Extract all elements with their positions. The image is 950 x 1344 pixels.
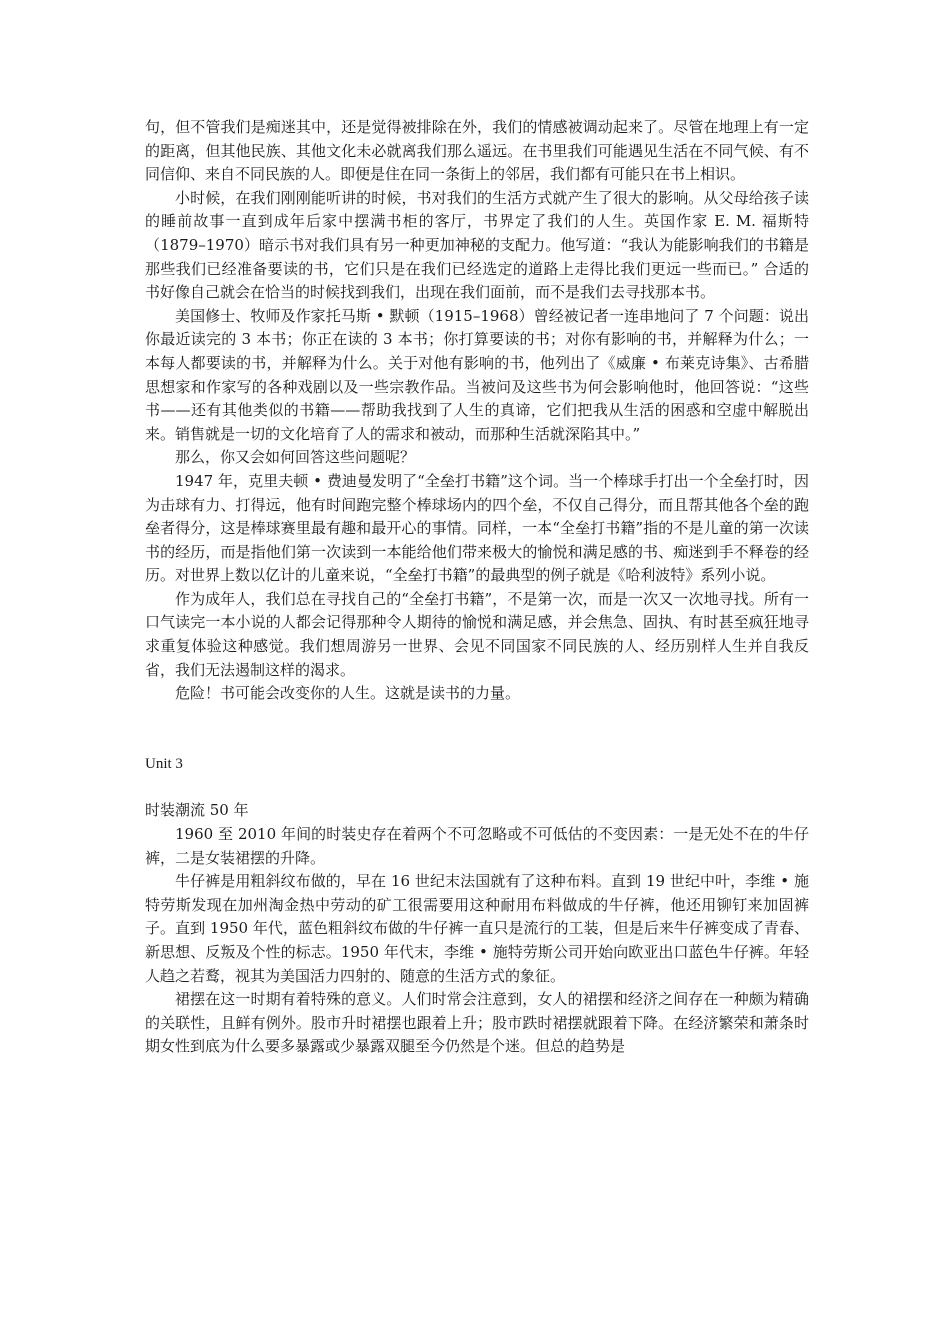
paragraph: 1947 年，克里夫顿 • 费迪曼发明了“全垒打书籍”这个词。当一个棒球手打出一个全垒打时，因为击球有力、打得远，他有时间跑完整个棒球场内的四个垒，不仅自己得分，而且帮其他各个垒的跑垒者得分，这是棒球赛里最有趣和最开心的事情。同样，一本“全垒打书籍”指的不是儿童的第一次读书的经历，而是指他们第一次读到一本能给他们带来极大的愉悦和满足感的书、痴迷到手不释卷的经历。对世界上数以亿计的儿童来说，“全垒打书籍”的最典型的例子就是《哈利波特》系列小说。 <box>145 471 809 585</box>
paragraph: 那么，你又会如何回答这些问题呢？ <box>175 448 416 467</box>
paragraph: 美国修士、牧师及作家托马斯 • 默顿（1915–1968）曾经被记者一连串地问了 7 个问题：说出你最近读完的 3 本书；你正在读的 3 本书；你打算要读的书；对你有影响的书，并解释为什么；一本每人都要读的书，并解释为什么。关于对他有影响的书，他列出了《威廉 • 布莱克诗集》、古希腊思想家和作家写的各种戏剧以及一些宗教作品。当被问及这些书为何会影响他时，他回答说：“这些书——还有其他类似的书籍——帮助我找到了人生的真谛，它们把我从生活的困惑和空虚中解脱出来。销售就是一切的文化培育了人的需求和被动，而那种生活就深陷其中。” <box>145 306 809 443</box>
paragraph: 小时候，在我们刚刚能听讲的时候，书对我们的生活方式就产生了很大的影响。从父母给孩子读的睡前故事一直到成年后家中摆满书柜的客厅，书界定了我们的人生。英国作家 E. M. 福斯特（1879–1970）暗示书对我们具有另一种更加神秘的支配力。他写道：“我认为能影响我们的书籍是那些我们已经准备要读的书，它们只是在我们已经选定的道路上走得比我们更远一些而已。” 合适的书好像自己就会在恰当的时候找到我们，出现在我们面前，而不是我们去寻找那本书。 <box>145 188 809 302</box>
document-body <box>145 116 809 1059</box>
paragraph: 裙摆在这一时期有着特殊的意义。人们时常会注意到，女人的裙摆和经济之间存在一种颇为精确的关联性，且鲜有例外。股市升时裙摆也跟着上升；股市跌时裙摆就跟着下降。在经济繁荣和萧条时期女性到底为什么要多暴露或少暴露双腿至今仍然是个迷。但总的趋势是 <box>145 990 809 1056</box>
paragraph: 1960 至 2010 年间的时装史存在着两个不可忽略或不可低估的不变因素：一是无处不在的牛仔裤，二是女装裙摆的升降。 <box>145 825 809 867</box>
section-title: 时装潮流 50 年 <box>145 801 249 820</box>
paragraph: 作为成年人，我们总在寻找自己的“全垒打书籍”，不是第一次，而是一次又一次地寻找。所有一口气读完一本小说的人都会记得那种令人期待的愉悦和满足感，并会焦急、固执、有时甚至疯狂地寻求重复体验这种感觉。我们想周游另一世界、会见不同国家不同民族的人、经历别样人生并自我反省，我们无法遏制这样的渴求。 <box>145 589 809 679</box>
paragraph: 危险！书可能会改变你的人生。这就是读书的力量。 <box>175 684 521 703</box>
paragraph: 牛仔裤是用粗斜纹布做的，早在 16 世纪末法国就有了这种布料。直到 19 世纪中叶，李维 • 施特劳斯发现在加州淘金热中劳动的矿工很需要用这种耐用布料做成的牛仔裤，他还用铆钉来加固裤子。直到 1950 年代，蓝色粗斜纹布做的牛仔裤一直只是流行的工装，但是后来牛仔裤变成了青春、新思想、反叛及个性的标志。1950 年代末，李维 • 施特劳斯公司开始向欧亚出口蓝色牛仔裤。年轻人趋之若鹜，视其为美国活力四射的、随意的生活方式的象征。 <box>145 872 809 985</box>
unit-heading: Unit 3 <box>145 755 183 772</box>
paragraph-continued: 句，但不管我们是痴迷其中，还是觉得被排除在外，我们的情感被调动起来了。尽管在地理上有一定的距离，但其他民族、其他文化未必就离我们那么遥远。在书里我们可能遇见生活在不同气候、有不同信仰、来自不同民族的人。即便是住在同一条街上的邻居，我们都有可能只在书上相识。 <box>145 118 809 184</box>
